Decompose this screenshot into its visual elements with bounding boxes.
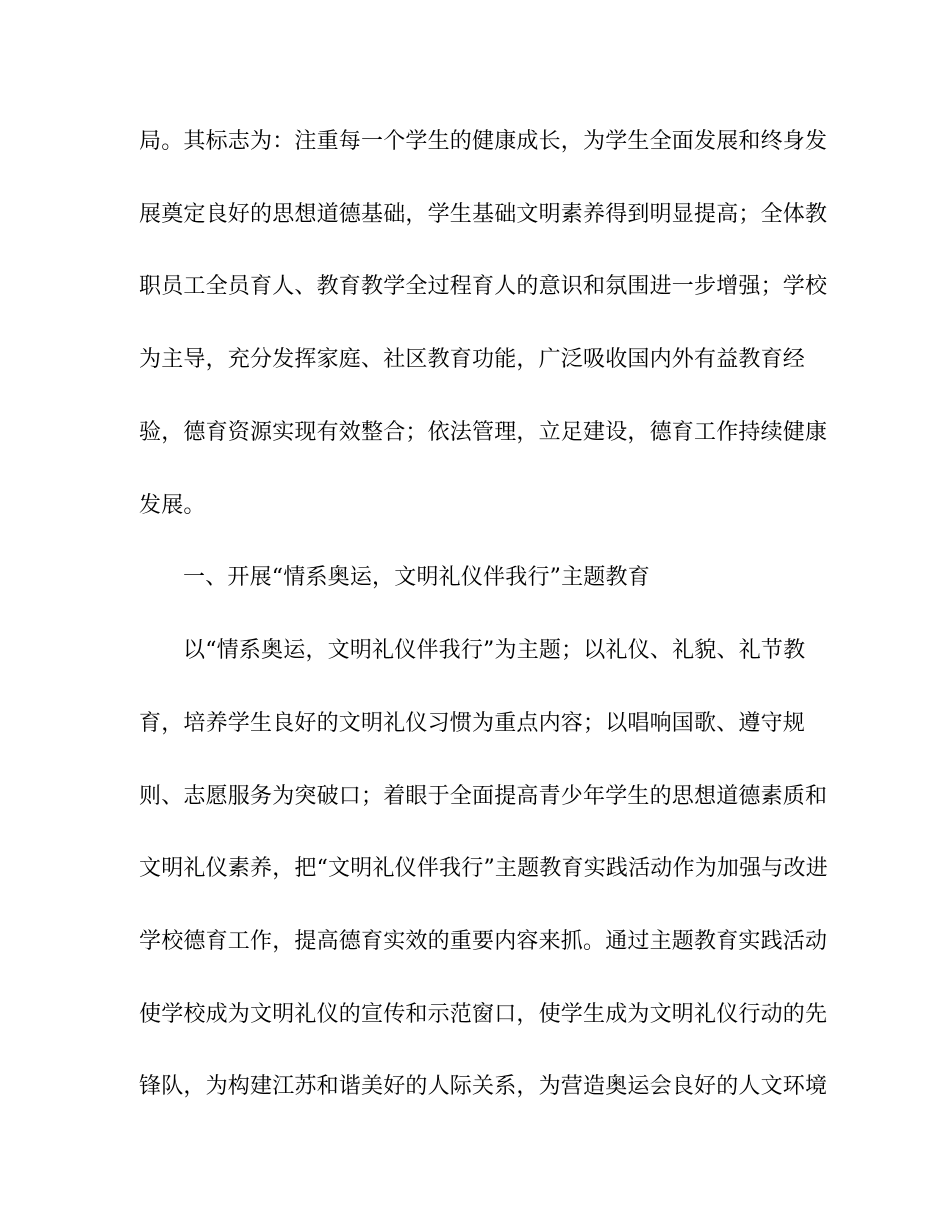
text-line: 学校德育工作，提高德育实效的重要内容来抓。通过主题教育实践活动 [139,929,828,954]
text-line: 为主导，充分发挥家庭、社区教育功能，广泛吸收国内外有益教育经 [139,347,806,372]
text-line: 以“情系奥运，文明礼仪伴我行”为主题；以礼仪、礼貌、礼节教 [183,638,806,663]
text-line: 展奠定良好的思想道德基础，学生基础文明素养得到明显提高；全体教 [139,202,828,227]
text-line: 职员工全员育人、教育教学全过程育人的意识和氛围进一步增强；学校 [139,274,828,299]
text-line: 使学校成为文明礼仪的宣传和示范窗口，使学生成为文明礼仪行动的先 [139,1002,828,1027]
section-heading: 一、开展“情系奥运，文明礼仪伴我行”主题教育 [183,565,650,590]
text-line: 验，德育资源实现有效整合；依法管理，立足建设，德育工作持续健康 [139,420,828,445]
text-line: 育，培养学生良好的文明礼仪习惯为重点内容；以唱响国歌、遵守规 [139,711,806,736]
text-line: 锋队，为构建江苏和谐美好的人际关系，为营造奥运会良好的人文环境 [139,1074,828,1099]
text-line: 发展。 [139,493,206,518]
text-line: 文明礼仪素养，把“文明礼仪伴我行”主题教育实践活动作为加强与改进 [139,856,828,881]
text-line: 局。其标志为：注重每一个学生的健康成长，为学生全面发展和终身发 [139,129,828,154]
text-line: 则、志愿服务为突破口；着眼于全面提高青少年学生的思想道德素质和 [139,784,828,809]
